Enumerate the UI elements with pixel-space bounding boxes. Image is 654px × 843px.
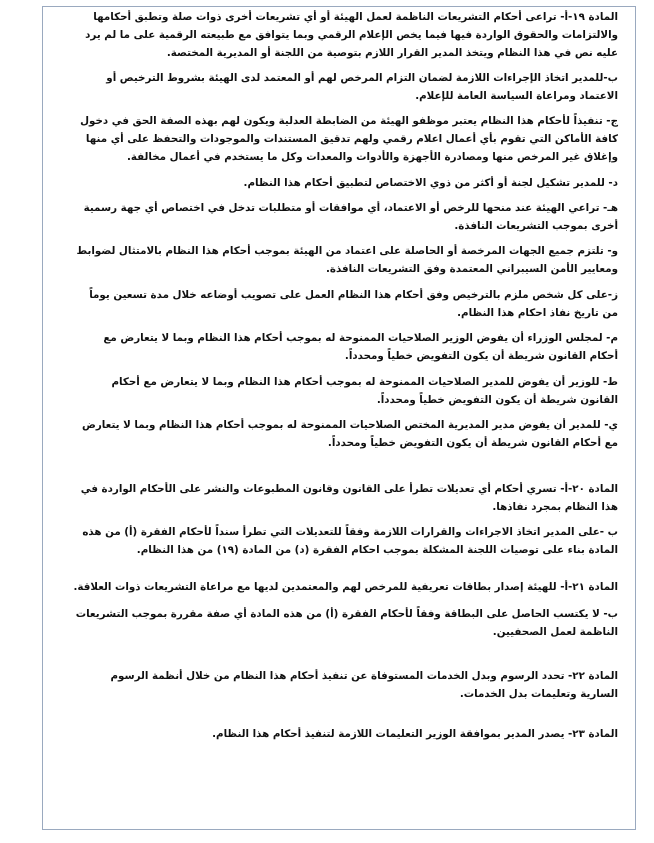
article-23: المادة ٢٣- يصدر المدير بموافقة الوزير التعليمات اللازمة لتنفيذ أحكام هذا النظام. xyxy=(212,728,618,740)
article-19-j: ي- للمدير أن يفوض مدير المديرية المختص الصلاحيات الممنوحة له بموجب أحكام هذا النظام وبما لا يتعارض مع أحكام القانون شريطة أن يكون التفويض خطياً ومحدداً. xyxy=(82,419,618,449)
article-19-g: ز-على كل شخص ملزم بالترخيص وفق أحكام هذا النظام العمل على تصويب أوضاعه خلال مدة تسعين يوماً من تاريخ نفاذ احكام هذا النظام. xyxy=(89,289,618,319)
article-20-a: المادة ٢٠-أ- تسري أحكام أي تعديلات تطرأ على القانون وقانون المطبوعات والنشر على الأحكام الواردة في هذا النظام بمجرد نفاذها. xyxy=(80,483,618,513)
article-19-h: م- لمجلس الوزراء أن يفوض الوزير الصلاحيات الممنوحة له بموجب أحكام هذا النظام وبما لا يتعارض مع أحكام القانون شريطة أن يكون التفويض خطياً ومحدداً. xyxy=(103,332,618,362)
article-19-e: هـ- تراعي الهيئة عند منحها للرخص أو الاعتماد، أي موافقات أو متطلبات تدخل في اختصاص أي جهة رسمية أخرى بموجب التشريعات النافذة. xyxy=(83,202,618,232)
article-22: المادة ٢٢- تحدد الرسوم وبدل الخدمات المستوفاة عن تنفيذ أحكام هذا النظام من خلال أنظمة الرسوم السارية وتعليمات بدل الخدمات. xyxy=(110,670,618,700)
article-19-b: ب-للمدير اتخاذ الإجراءات اللازمة لضمان التزام المرخص لهم أو المعتمد لدى الهيئة بشروط الترخيص أو الاعتماد ومراعاة السياسة العامة للإعلام. xyxy=(106,72,618,102)
article-19-i: ط- للوزير أن يفوض للمدير الصلاحيات الممنوحة له بموجب أحكام هذا النظام وبما لا يتعارض مع أحكام القانون شريطة أن يكون التفويض خطياً ومحدداً. xyxy=(111,376,618,406)
article-19-f: و- تلتزم جميع الجهات المرخصة أو الحاصلة على اعتماد من الهيئة بموجب أحكام هذا النظام بالامتثال لضوابط ومعايير الأمن السيبراني المعتمدة وفق التشريعات النافذة. xyxy=(76,245,618,275)
article-21-a: المادة ٢١-أ- للهيئة إصدار بطاقات تعريفية للمرخص لهم والمعتمدين لديها مع مراعاة التشريعات ذوات العلاقة. xyxy=(73,581,618,593)
article-19-c: ج- تنفيذاً لأحكام هذا النظام يعتبر موظفو الهيئة من الضابطة العدلية ويكون لهم بهذه الصفة الحق في دخول كافة الأماكن التي تقوم بأي أعمال اعلام رقمي ولهم تدقيق المستندات والموجودات والتحفظ على أي منها وإغلاق غير المرخص منها ومصادرة الأجهزة والأدوات والمعدات وكل ما يستخدم في أعمال مخالفة. xyxy=(80,115,618,163)
article-21-b: ب- لا يكتسب الحاصل على البطاقة وفقاً لأحكام الفقرة (أ) من هذه المادة أي صفة مقررة بموجب التشريعات الناظمة لعمل الصحفيين. xyxy=(75,608,618,638)
article-20-b: ب -على المدير اتخاذ الاجراءات والقرارات اللازمة وفقاً للتعديلات التي تطرأ سنداً لأحكام الفقرة (أ) من هذه المادة بناء على توصيات اللجنة المشكلة بموجب احكام الفقرة (د) من المادة (١٩) من هذا النظام. xyxy=(82,526,618,556)
article-19-a: المادة ١٩-أ- تراعى أحكام التشريعات الناظمة لعمل الهيئة أو أي تشريعات أخرى ذوات صلة وتطبق أحكامها والالتزامات والحقوق الواردة فيها فيما يخص الإعلام الرقمي وبما يتوافق مع طبيعته الرقمية على ما لم يرد عليه نص في هذا النظام ويتخذ المدير القرار اللازم بتوصية من اللجنة أو المديرية المختصة. xyxy=(85,11,618,59)
article-19-d: د- للمدير تشكيل لجنة أو أكثر من ذوي الاختصاص لتطبيق أحكام هذا النظام. xyxy=(243,177,618,189)
